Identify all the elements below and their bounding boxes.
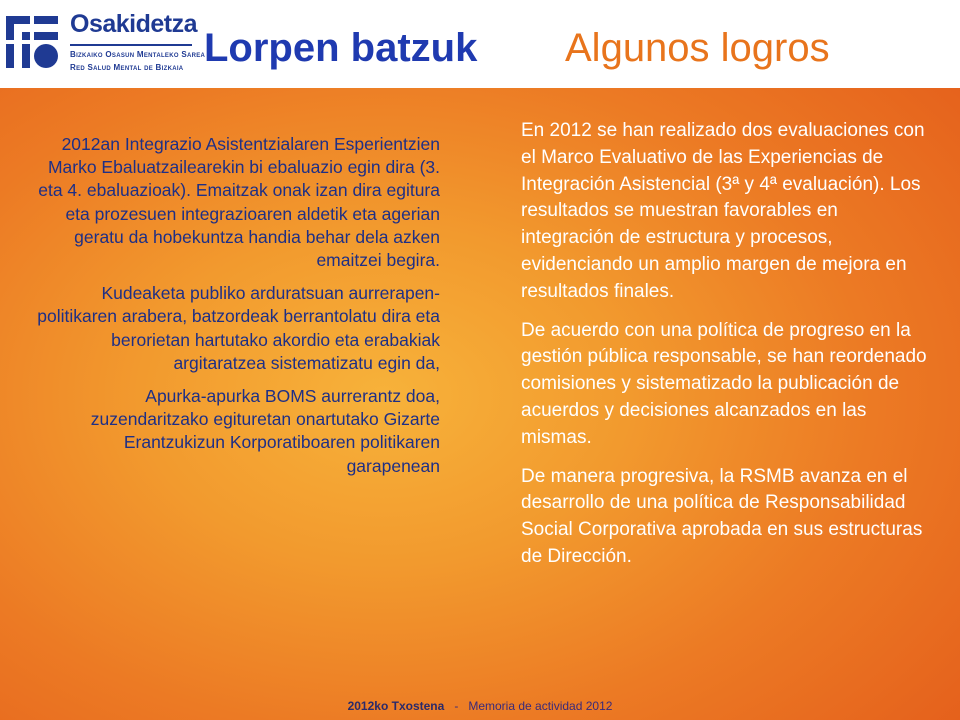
spanish-paragraph-2: De acuerdo con una política de progreso en la gestión pública responsable, se han reordenado comisiones y sistematizado la publicación de acuerdos y decisiones alcanzados en las mismas.	[521, 319, 927, 448]
footer-separator: -	[454, 699, 459, 713]
basque-text-column	[30, 133, 440, 488]
logo-name: Osakidetza	[70, 10, 198, 38]
osakidetza-logo	[6, 6, 206, 82]
header-bar	[0, 0, 960, 88]
page-title-basque: Lorpen batzuk	[204, 26, 478, 70]
page-title-spanish: Algunos logros	[565, 26, 830, 70]
footer	[0, 699, 960, 713]
footer-label-spanish: Memoria de actividad 2012	[468, 699, 613, 713]
logo-divider	[70, 44, 192, 46]
osakidetza-logo-icon	[6, 16, 64, 78]
spanish-paragraph-3: De manera progresiva, la RSMB avanza en el desarrollo de una política de Responsabilidad Social Corporativa aprobada en sus estructuras de Dirección.	[521, 465, 923, 567]
basque-paragraph-2: Kudeaketa publiko arduratsuan aurrerapen-politikaren arabera, batzordeak berrantolatu dira eta berorietan hartutako akordio eta erabakiak argitaratzea sistematizatu egin da,	[37, 283, 440, 373]
spanish-text-column	[521, 118, 931, 583]
footer-label-basque: 2012ko Txostena	[347, 699, 445, 713]
logo-subtitle-eu: Bizkaiko Osasun Mentaleko Sarea	[70, 50, 206, 59]
logo-subtitle-es: Red Salud Mental de Bizkaia	[70, 63, 184, 72]
basque-paragraph-3: Apurka-apurka BOMS aurrerantz doa, zuzendaritzako egituretan onartutako Gizarte Erantzukizun Korporatiboaren politikaren garapenean	[90, 386, 440, 476]
spanish-paragraph-1: En 2012 se han realizado dos evaluaciones con el Marco Evaluativo de las Experiencias de Integración Asistencial (3ª y 4ª evaluación). Los resultados se muestran favorables en integración de estructura y procesos, evidenciando un amplio margen de mejora en resultados finales.	[521, 120, 925, 302]
basque-paragraph-1: 2012an Integrazio Asistentzialaren Esperientzien Marko Ebaluatzailearekin bi ebaluazio egin dira (3. eta 4. ebaluazioak). Emaitzak onak izan dira egitura eta prozesuen integrazioaren aldetik eta agerian geratu da hobekuntza handia behar dela azken emaitzei begira.	[38, 134, 440, 271]
